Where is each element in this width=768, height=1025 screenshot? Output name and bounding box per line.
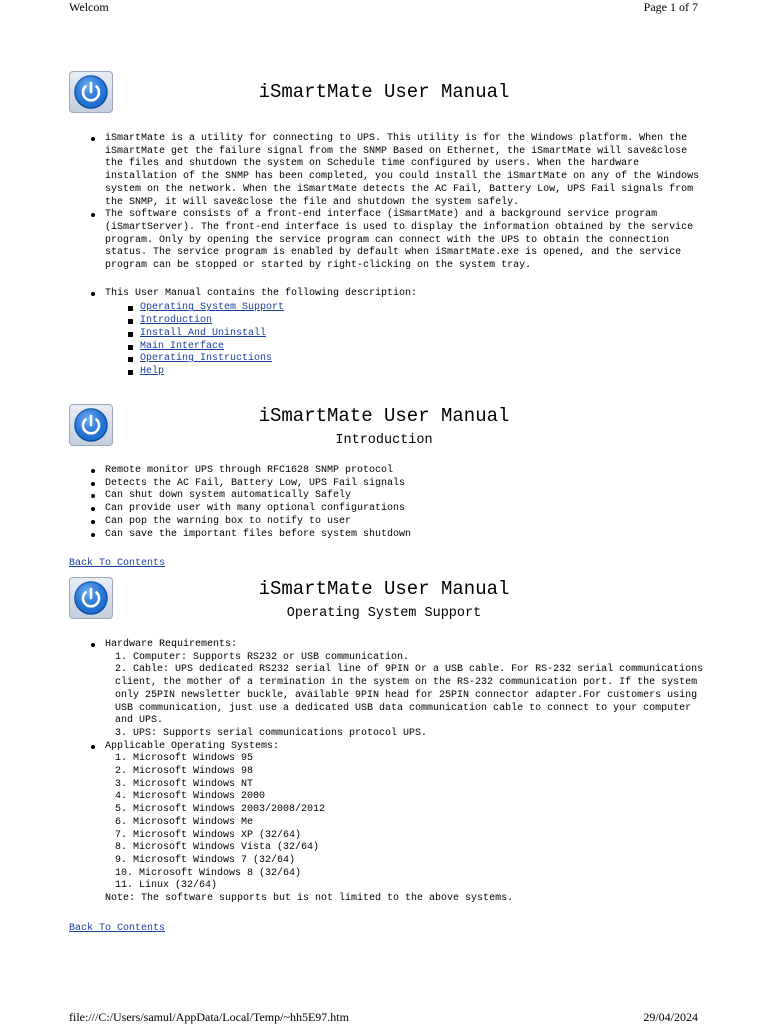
toc-link-operating-system-support[interactable]: Operating System Support [140, 302, 285, 314]
note-text: Note: The software supports but is not limited to the above systems. [105, 893, 514, 905]
list-item: 2. Microsoft Windows 98 [115, 766, 254, 778]
page-number: Page 1 of 7 [643, 0, 698, 14]
list-item: The software consists of a front-end interface (iSmartMate) and a background service program (iSmartServer). The front-end interface is used to display the information obtained by the service program. Only by opening the service program can connect with the UPS to obtain the connection status. The service program is enabled by default when iSmartMate.exe is opened, and the service program can be stopped or started by right-clicking on the system tray. [70, 209, 710, 273]
toc-intro: This User Manual contains the following description: [105, 287, 418, 299]
list-item: Can provide user with many optional configurations [70, 503, 710, 516]
print-footer [0, 1010, 768, 1024]
section-title: iSmartMate User Manual [258, 578, 510, 600]
operating-systems-heading: Applicable Operating Systems: [105, 740, 280, 752]
table-of-contents [105, 302, 710, 378]
introduction-section [70, 465, 710, 541]
list-item: 8. Microsoft Windows Vista (32/64) [115, 842, 320, 854]
list-item: Can shut down system automatically Safely [70, 490, 710, 503]
overview-section [70, 133, 710, 379]
toc-link-help[interactable]: Help [140, 365, 165, 377]
list-item: 1. Computer: Supports RS232 or USB communication. [115, 651, 410, 663]
list-item: Can pop the warning box to notify to user [70, 516, 710, 529]
section-subtitle-os-support: Operating System Support [286, 606, 482, 621]
print-header-title: Welcom [69, 0, 109, 14]
hardware-requirements-list [105, 652, 710, 741]
file-path: file:///C:/Users/samul/AppData/Local/Temp/~hh5E97.htm [69, 1010, 349, 1024]
list-item: 10. Microsoft Windows 8 (32/64) [115, 867, 302, 879]
list-item [70, 639, 710, 741]
print-date: 29/04/2024 [643, 1010, 698, 1024]
toc-link-install-and-uninstall[interactable]: Install And Uninstall [140, 327, 267, 339]
list-item: 11. Linux (32/64) [115, 880, 218, 892]
list-item [70, 288, 710, 379]
back-to-contents-link[interactable]: Back To Contents [69, 558, 166, 569]
list-item: Can save the important files before system shutdown [70, 529, 710, 542]
back-to-contents-link[interactable]: Back To Contents [69, 923, 166, 934]
print-header [0, 0, 768, 16]
list-item: iSmartMate is a utility for connecting to UPS. This utility is for the Windows platform. When the iSmartMate get the failure signal from the SNMP Based on Ethernet, the iSmartMate will save&close the files and shutdown the system on Schedule time configured by users. When the hardware installation of the SNMP has been completed, you could install the iSmartMate on any of the Windows system on the network. When the iSmartMate detects the AC Fail, Battery Low, UPS Fail signals from the SNMP, it will save&close the file and shutdown the system safely. [70, 133, 710, 209]
list-item: Remote monitor UPS through RFC1628 SNMP protocol [70, 465, 710, 478]
list-item: 6. Microsoft Windows Me [115, 816, 254, 828]
toc-link-operating-instructions[interactable]: Operating Instructions [140, 353, 273, 365]
list-item: Detects the AC Fail, Battery Low, UPS Fail signals [70, 478, 710, 491]
list-item: 3. Microsoft Windows NT [115, 778, 254, 790]
list-item: 4. Microsoft Windows 2000 [115, 791, 266, 803]
list-item: 2. Cable: UPS dedicated RS232 serial line of 9PIN Or a USB cable. For RS-232 serial communications client, the mother of a termination in the system on the RS-232 communication port. If the system only 25PIN newsletter buckle, available 9PIN head for 25PIN connector adapter.For customers using USB communication, just use a dedicated USB data communication cable to connect to your computer and UPS. [115, 664, 704, 727]
section-subtitle-introduction: Introduction [335, 433, 433, 448]
toc-link-main-interface[interactable]: Main Interface [140, 340, 225, 352]
os-support-section [70, 639, 710, 906]
list-item: 1. Microsoft Windows 95 [115, 753, 254, 765]
hardware-requirements-heading: Hardware Requirements: [105, 639, 238, 650]
list-item: 9. Microsoft Windows 7 (32/64) [115, 854, 296, 866]
list-item: 5. Microsoft Windows 2003/2008/2012 [115, 804, 326, 816]
list-item: 7. Microsoft Windows XP (32/64) [115, 829, 302, 841]
section-title: iSmartMate User Manual [258, 405, 510, 427]
list-item: 3. UPS: Supports serial communications protocol UPS. [115, 727, 428, 739]
operating-systems-list [105, 753, 710, 893]
toc-link-introduction[interactable]: Introduction [140, 315, 213, 327]
page-title: iSmartMate User Manual [258, 81, 510, 103]
list-item [70, 741, 710, 906]
